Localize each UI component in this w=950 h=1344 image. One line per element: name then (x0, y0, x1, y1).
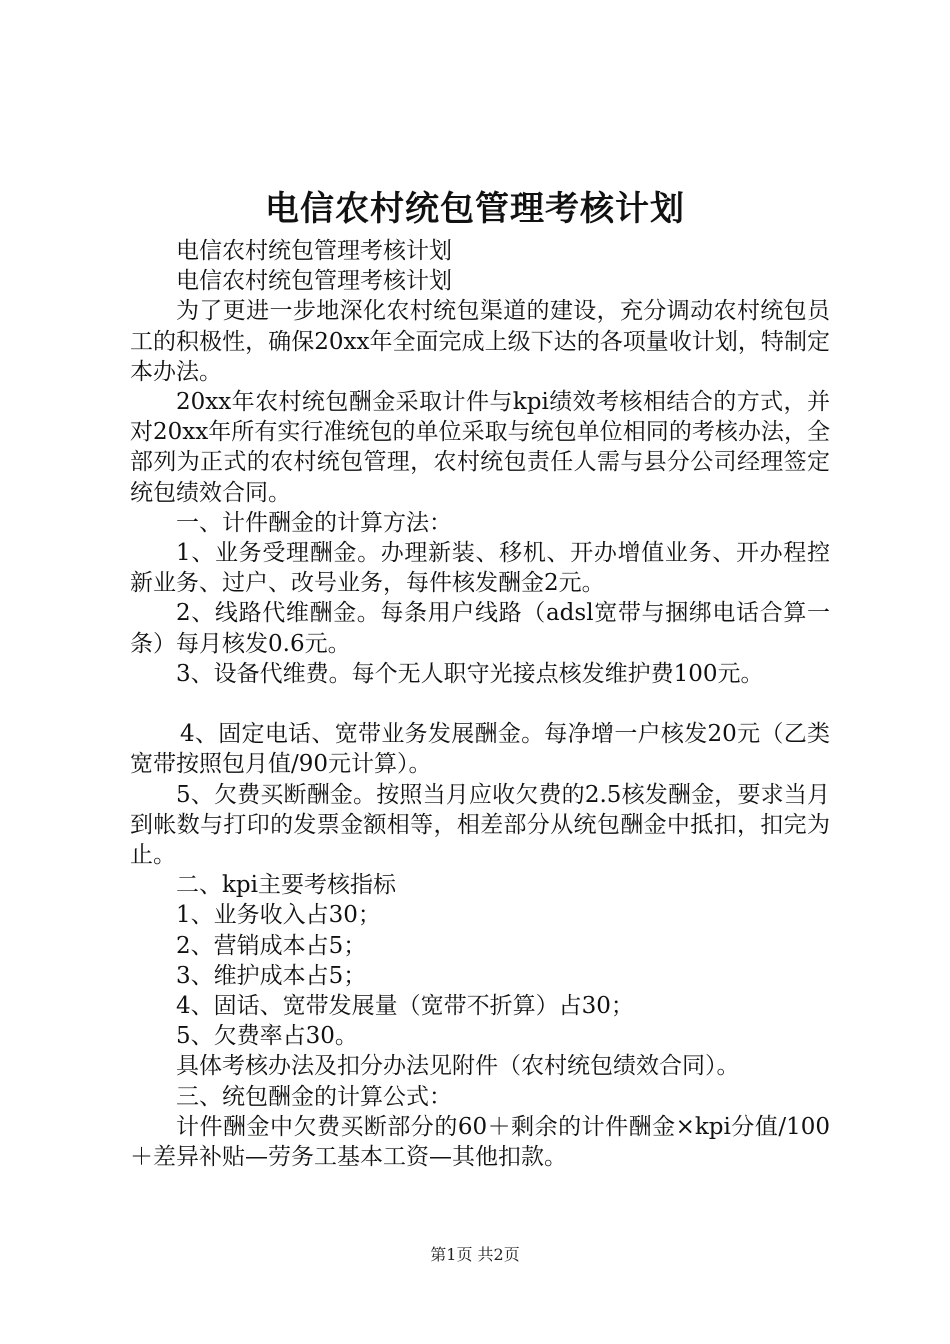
document-body (130, 236, 830, 1172)
paragraph-appendix-note: 具体考核办法及扣分办法见附件（农村统包绩效合同）。 (176, 1053, 740, 1080)
section-heading-2: 二、kpi主要考核指标 (176, 872, 397, 899)
kpi-item-2: 2、营销成本占5； (176, 932, 367, 959)
paragraph-item-4: 4、固定电话、宽带业务发展酬金。每净增一户核发20元（乙类宽带按照包月值/90元计算）。 (130, 721, 830, 778)
paragraph-method: 20xx年农村统包酬金采取计件与kpi绩效考核相结合的方式，并对20xx年所有实行准统包的单位采取与统包单位相同的考核办法，全部列为正式的农村统包管理，农村统包责任人需与县分公司经理签定统包绩效合同。 (130, 389, 830, 506)
document-title: 电信农村统包管理考核计划 (265, 189, 685, 229)
kpi-item-4: 4、固话、宽带发展量（宽带不折算）占30； (176, 993, 634, 1020)
paragraph-item-2: 2、线路代维酬金。每条用户线路（adsl宽带与捆绑电话合算一条）每月核发0.6元。 (130, 600, 830, 657)
page-number-footer: 第1页 共2页 (430, 1245, 520, 1264)
paragraph-heading-repeat-1: 电信农村统包管理考核计划 (176, 238, 452, 264)
paragraph-heading-repeat-2: 电信农村统包管理考核计划 (176, 268, 452, 295)
kpi-item-3: 3、维护成本占5； (176, 962, 367, 989)
section-heading-3: 三、统包酬金的计算公式： (176, 1083, 452, 1110)
kpi-item-1: 1、业务收入占30； (176, 902, 381, 929)
kpi-item-5: 5、欠费率占30。 (176, 1023, 358, 1050)
paragraph-item-5: 5、欠费买断酬金。按照当月应收欠费的2.5核发酬金，要求当月到帐数与打印的发票金额相等，相差部分从统包酬金中抵扣，扣完为止。 (130, 781, 830, 869)
blank-line (130, 689, 830, 719)
paragraph-item-1: 1、业务受理酬金。办理新装、移机、开办增值业务、开办程控新业务、过户、改号业务，每件核发酬金2元。 (130, 540, 830, 597)
paragraph-formula: 计件酬金中欠费买断部分的60＋剩余的计件酬金×kpi分值/100＋差异补贴—劳务工基本工资—其他扣款。 (130, 1113, 830, 1171)
section-heading-1: 一、计件酬金的计算方法： (176, 509, 452, 536)
paragraph-item-3: 3、设备代维费。每个无人职守光接点核发维护费100元。 (176, 660, 764, 687)
paragraph-intro: 为了更进一步地深化农村统包渠道的建设，充分调动农村统包员工的积极性，确保20xx年全面完成上级下达的各项量收计划，特制定本办法。 (130, 298, 830, 385)
